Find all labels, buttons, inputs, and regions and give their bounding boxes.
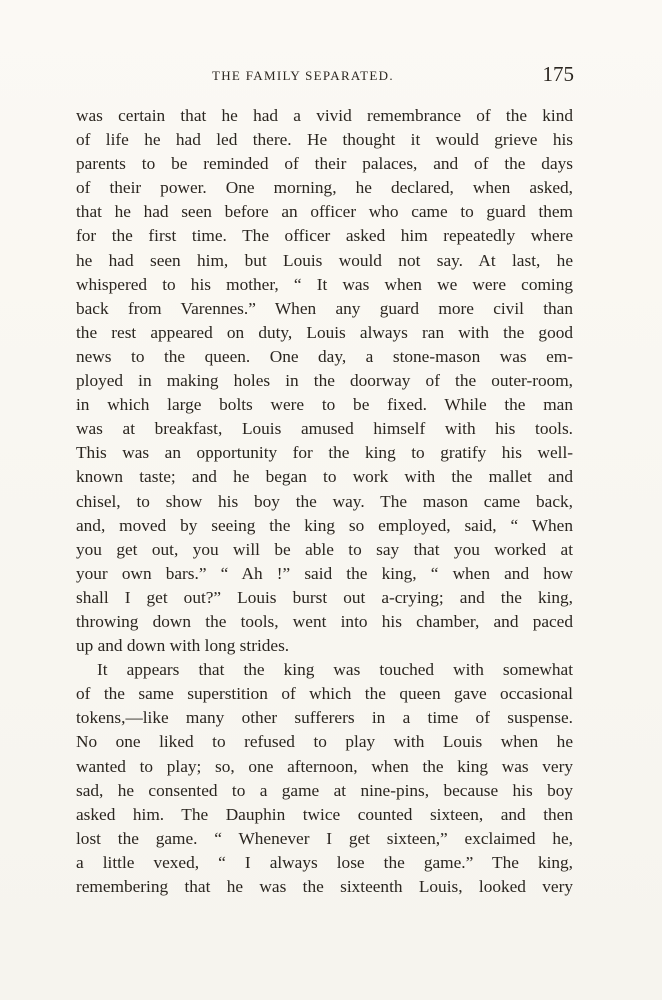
text-line: chisel, to show his boy the way. The mason came back, (76, 491, 573, 511)
paragraph-1 (76, 104, 573, 658)
running-title: THE FAMILY SEPARATED. (212, 68, 394, 83)
paragraph-2 (76, 658, 573, 899)
text-line: whispered to his mother, “ It was when we were coming (76, 274, 573, 294)
text-line: in which large bolts were to be fixed. While the man (76, 395, 573, 415)
text-line: and, moved by seeing the king so employed, said, “ When (76, 515, 573, 535)
body-text (76, 104, 573, 899)
text-line: he had seen him, but Louis would not say. At last, he (76, 250, 573, 270)
running-head (74, 62, 574, 90)
text-line: for the first time. The officer asked him repeatedly where (76, 226, 573, 246)
text-line: that he had seen before an officer who came to guard them (76, 202, 573, 222)
text-line: you get out, you will be able to say that you worked at (76, 539, 573, 559)
text-line: This was an opportunity for the king to gratify his well- (76, 443, 573, 463)
text-line: your own bars.” “ Ah !” said the king, “ when and how (76, 563, 573, 583)
text-line: asked him. The Dauphin twice counted sixteen, and then (76, 804, 573, 824)
text-line: of their power. One morning, he declared, when asked, (76, 178, 573, 198)
text-line: remembering that he was the sixteenth Louis, looked very (76, 877, 573, 896)
text-line: ployed in making holes in the doorway of the outer-room, (76, 371, 573, 391)
text-line: of life he had led there. He thought it would grieve his (76, 130, 573, 150)
text-line: wanted to play; so, one afternoon, when the king was very (76, 756, 573, 776)
text-line: shall I get out?” Louis burst out a-crying; and the king, (76, 587, 573, 607)
text-line: It appears that the king was touched with somewhat (97, 660, 573, 680)
text-line: tokens,—like many other sufferers in a time of suspense. (76, 708, 573, 728)
text-line: was at breakfast, Louis amused himself with his tools. (76, 419, 573, 439)
text-line: the rest appeared on duty, Louis always ran with the good (76, 322, 573, 342)
text-line: throwing down the tools, went into his chamber, and paced (76, 611, 573, 631)
text-line: No one liked to refused to play with Louis when he (76, 732, 573, 752)
text-line: was certain that he had a vivid remembrance of the kind (76, 106, 573, 125)
text-line: parents to be reminded of their palaces, and of the days (76, 154, 573, 174)
text-line: sad, he consented to a game at nine-pins, because his boy (76, 780, 573, 800)
text-line: of the same superstition of which the queen gave occasional (76, 684, 573, 704)
page-number: 175 (542, 62, 574, 86)
text-line: up and down with long strides. (76, 636, 290, 656)
text-line: news to the queen. One day, a stone-mason was em- (76, 346, 573, 366)
text-line: back from Varennes.” When any guard more civil than (76, 298, 573, 318)
text-line: lost the game. “ Whenever I get sixteen,” exclaimed he, (76, 828, 573, 848)
text-line: a little vexed, “ I always lose the game.” The king, (76, 852, 573, 872)
text-line: known taste; and he began to work with the mallet and (76, 467, 573, 487)
